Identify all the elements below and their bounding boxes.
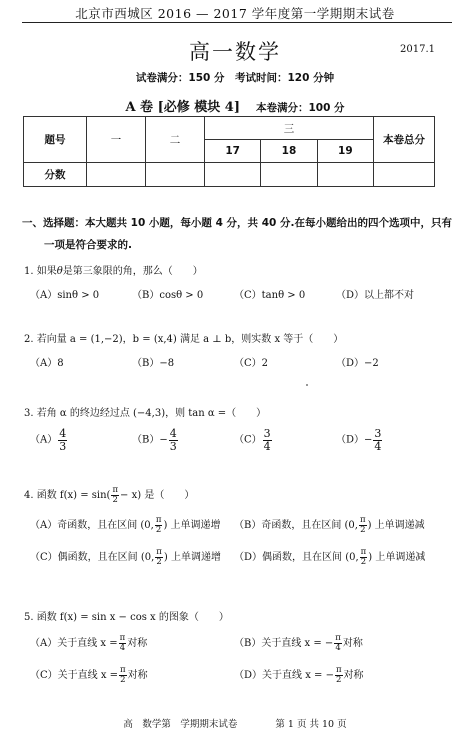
q1-option-d[interactable]: （D）以上都不对 [336, 290, 415, 301]
q3-option-a[interactable] [30, 428, 68, 452]
score-table-header-label: 题号 [24, 117, 87, 163]
q4-b-fraction [359, 516, 367, 535]
q5-c-pre: （C）关于直线 x = [30, 670, 119, 681]
q3-a-num: 4 [59, 427, 67, 440]
score-table-sub-18: 18 [261, 140, 317, 163]
q3-stem: 3. 若角 α 的终边经过点 (−4,3)，则 tan α =（ ） [24, 408, 267, 419]
q1-option-c[interactable]: （C）tanθ > 0 [234, 290, 306, 301]
score-table-sub-17: 17 [205, 140, 261, 163]
q5-d-pre: （D）关于直线 x = − [234, 670, 334, 681]
page-footer: 高 数学第 学期期末试卷 第 1 页 共 10 页 [123, 719, 347, 730]
q3-d-label: （D）− [336, 434, 373, 446]
q3-b-num: 4 [169, 427, 177, 440]
q4-stem-b: − x) 是（ ） [120, 490, 195, 501]
q5-b-num: π [335, 633, 341, 644]
q4-d-num: π [360, 547, 367, 558]
q1-option-b[interactable]: （B）cosθ > 0 [132, 290, 204, 301]
q2-option-c[interactable]: （C）2 [234, 358, 269, 369]
q4-option-d[interactable] [234, 548, 425, 567]
q5-option-d[interactable] [234, 666, 364, 685]
q5-d-den: 2 [336, 675, 342, 685]
q3-c-den: 4 [263, 439, 271, 453]
q5-a-num: π [119, 633, 126, 644]
q3-c-fraction [263, 428, 272, 452]
q4-option-a[interactable] [30, 516, 221, 535]
q4-d-den: 2 [360, 557, 367, 567]
part1-line1: 一、选择题：本大题共 10 小题，每小题 4 分，共 40 分.在每小题给出的四个选项中，只有 [22, 217, 452, 229]
q1-stem-a: 1. 如果 [24, 266, 57, 277]
score-cell-19[interactable] [317, 163, 373, 187]
q5-c-fraction [119, 666, 127, 685]
part1-line2: 一项是符合要求的. [44, 239, 132, 251]
q4-c-den: 2 [156, 557, 162, 567]
q5-a-pre: （A）关于直线 x = [30, 638, 118, 649]
q3-option-d[interactable] [336, 428, 383, 452]
page-title: 高一数学 [189, 40, 281, 64]
part1-instructions [22, 212, 452, 256]
score-cell-total[interactable] [374, 163, 435, 187]
q4-b-post: ) 上单调递减 [367, 520, 425, 531]
q5-b-pre: （B）关于直线 x = − [234, 638, 334, 649]
q2-option-d[interactable]: （D）−2 [336, 358, 379, 369]
q3-b-fraction [169, 428, 178, 452]
q4-d-fraction [360, 548, 368, 567]
q4-stem-num: π [112, 485, 119, 496]
q5-d-fraction [335, 666, 343, 685]
q4-a-den: 2 [155, 525, 162, 535]
q5-d-post: 对称 [343, 670, 364, 681]
q3-option-c[interactable] [234, 428, 273, 452]
q5-b-fraction [334, 634, 342, 653]
q5-option-b[interactable] [234, 634, 363, 653]
q4-stem-fraction [111, 486, 119, 505]
q4-stem [24, 486, 194, 505]
q3-b-label: （B）− [132, 434, 168, 446]
q3-d-fraction [373, 428, 382, 452]
q5-b-post: 对称 [342, 638, 363, 649]
q4-stem-den: 2 [112, 495, 118, 505]
q4-d-pre: （D）偶函数，且在区间 (0, [234, 552, 359, 563]
exam-date: 2017.1 [400, 44, 435, 55]
q3-a-fraction [58, 428, 67, 452]
exam-info: 试卷满分：150 分 考试时间：120 分钟 [135, 72, 335, 84]
q1-stem-b: 是第三象限的角，那么（ ） [62, 266, 203, 277]
score-cell-17[interactable] [205, 163, 261, 187]
q5-option-a[interactable] [30, 634, 147, 653]
q3-d-num: 3 [374, 427, 382, 440]
q5-a-fraction [119, 634, 127, 653]
section-title [0, 96, 470, 115]
exam-header-title: 北京市西城区 2016 — 2017 学年度第一学期期末试卷 [75, 6, 395, 21]
q3-a-den: 3 [59, 439, 67, 453]
q1-stem [24, 262, 203, 277]
q5-stem: 5. 函数 f(x) = sin x − cos x 的图象（ ） [24, 612, 229, 623]
scan-speck [306, 384, 308, 386]
score-table-col-three: 三 [205, 117, 374, 140]
q4-d-post: ) 上单调递减 [368, 552, 426, 563]
q4-b-num: π [359, 515, 366, 526]
q4-b-den: 2 [360, 525, 366, 535]
q4-c-fraction [155, 548, 163, 567]
score-cell-18[interactable] [261, 163, 317, 187]
q1-option-a[interactable]: （A）sinθ > 0 [30, 290, 100, 301]
q2-option-a[interactable]: （A）8 [30, 358, 64, 369]
q2-option-b[interactable]: （B）−8 [132, 358, 175, 369]
q4-option-c[interactable] [30, 548, 221, 567]
q4-a-pre: （A）奇函数，且在区间 (0, [30, 520, 154, 531]
q5-b-den: 4 [335, 643, 341, 653]
q4-a-fraction [155, 516, 163, 535]
q4-c-num: π [156, 547, 162, 558]
q3-option-b[interactable] [132, 428, 179, 452]
q4-stem-a: 4. 函数 f(x) = sin( [24, 490, 111, 501]
q3-d-den: 4 [374, 439, 382, 453]
q3-c-label: （C） [234, 434, 262, 446]
q5-c-num: π [120, 665, 126, 676]
score-cell-one[interactable] [87, 163, 146, 187]
q2-stem: 2. 若向量 a = (1,−2)，b = (x,4) 满足 a ⊥ b，则实数 x 等于（ ） [24, 334, 344, 345]
q5-a-post: 对称 [127, 638, 148, 649]
q5-c-post: 对称 [127, 670, 148, 681]
score-table-col-two: 二 [146, 117, 205, 163]
q5-a-den: 4 [119, 643, 126, 653]
q3-c-num: 3 [263, 427, 271, 440]
score-table [23, 116, 435, 187]
score-table-score-label: 分数 [24, 163, 87, 187]
q4-c-post: ) 上单调递增 [163, 552, 221, 563]
q3-a-label: （A） [30, 434, 58, 446]
q3-b-den: 3 [169, 439, 177, 453]
q4-a-num: π [155, 515, 162, 526]
q5-option-c[interactable] [30, 666, 148, 685]
q4-option-b[interactable] [234, 516, 425, 535]
section-points: 本卷满分：100 分 [255, 102, 345, 114]
score-table-total-label: 本卷总分 [374, 117, 435, 163]
q5-d-num: π [335, 665, 342, 676]
q5-c-den: 2 [120, 675, 126, 685]
q4-c-pre: （C）偶函数，且在区间 (0, [30, 552, 155, 563]
score-cell-two[interactable] [146, 163, 205, 187]
score-table-col-one: 一 [87, 117, 146, 163]
score-table-sub-19: 19 [317, 140, 373, 163]
q1-stem-var: θ [56, 266, 63, 277]
q4-a-post: ) 上单调递增 [163, 520, 221, 531]
header-rule [22, 22, 452, 23]
q4-b-pre: （B）奇函数，且在区间 (0, [234, 520, 358, 531]
section-title-text: A 卷 [必修 模块 4] [125, 100, 240, 115]
